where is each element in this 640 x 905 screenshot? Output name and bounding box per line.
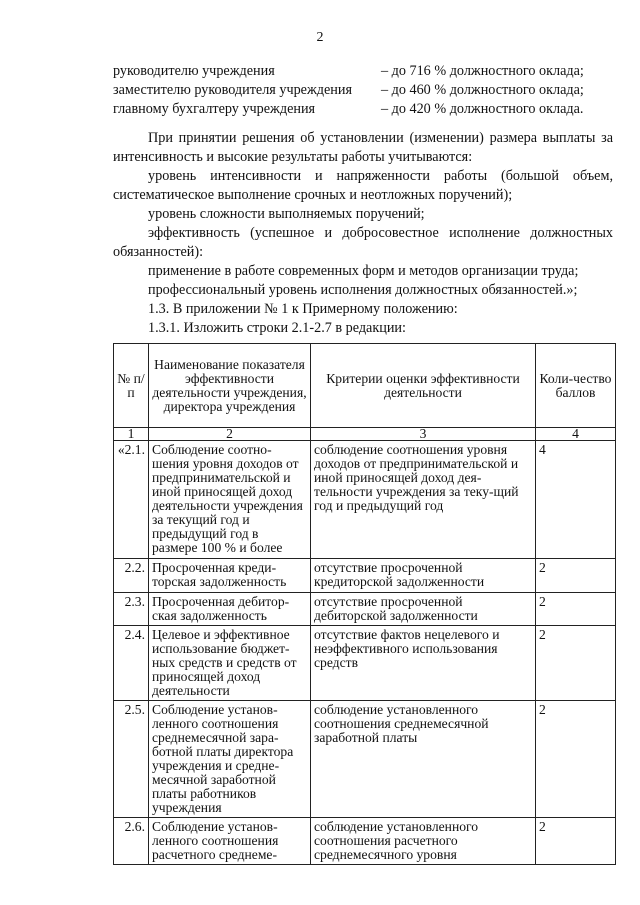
salary-limit-amount: – до 460 % должностного оклада; (381, 82, 584, 98)
row-number: 2.4. (114, 626, 149, 701)
row-points: 2 (536, 593, 616, 626)
paragraph-amend-rows: 1.3.1. Изложить строки 2.1-2.7 в редакции: (148, 320, 406, 336)
row-points: 2 (536, 559, 616, 593)
row-indicator: Соблюдение установ-ленного соотношения среднемесячной зара-ботной платы директора учреждения и средне-месячной заработной платы работников учреждения (149, 701, 311, 818)
row-indicator: Соблюдение соотно-шения уровня доходов от предпринимательской и иной приносящей доход деятельности учреждения за текущий год и предыдущий год в размере 100 % и более (149, 441, 311, 559)
row-number: 2.5. (114, 701, 149, 818)
paragraph-professional-level: профессиональный уровень исполнения должностных обязанностей.»; (148, 282, 578, 298)
table-column-numbers (114, 428, 616, 441)
salary-limit-amount: – до 716 % должностного оклада; (381, 63, 584, 79)
paragraph-decision: При принятии решения об установлении (изменении) размера выплаты за интенсивность и высокие результаты работы учитываются: (113, 130, 613, 165)
column-number: 1 (114, 428, 149, 441)
row-number: «2.1. (114, 441, 149, 559)
header-points: Коли-чество баллов (536, 344, 616, 428)
row-indicator: Целевое и эффективное использование бюджет-ных средств и средств от приносящей доход деятельности (149, 626, 311, 701)
paragraph-efficiency: эффективность (успешное и добросовестное исполнение должностных обязанностей): (113, 225, 613, 260)
row-points: 2 (536, 626, 616, 701)
table-row (114, 818, 616, 865)
table-row (114, 559, 616, 593)
row-criteria: соблюдение установленного соотношения среднемесячной заработной платы (311, 701, 536, 818)
salary-limit-position: главному бухгалтеру учреждения (113, 101, 316, 117)
page-number: 2 (316, 30, 324, 45)
row-number: 2.3. (114, 593, 149, 626)
table-row (114, 701, 616, 818)
salary-limit-position: руководителю учреждения (113, 63, 275, 79)
row-number: 2.6. (114, 818, 149, 865)
row-points: 4 (536, 441, 616, 559)
table-row (114, 626, 616, 701)
paragraph-appendix: 1.3. В приложении № 1 к Примерному положению: (148, 301, 458, 317)
criteria-table (113, 343, 616, 865)
header-num: № п/п (114, 344, 149, 428)
paragraph-intensity: уровень интенсивности и напряженности работы (большой объем, систематическое выполнение срочных и неотложных поручений); (113, 168, 613, 203)
row-points: 2 (536, 818, 616, 865)
table-header-row (114, 344, 616, 428)
paragraph-modern-methods: применение в работе современных форм и методов организации труда; (148, 263, 579, 279)
column-number: 2 (149, 428, 311, 441)
header-indicator: Наименование показателя эффективности деятельности учреждения, директора учреждения (149, 344, 311, 428)
header-criteria: Критерии оценки эффективности деятельности (311, 344, 536, 428)
salary-limit-amount: – до 420 % должностного оклада. (381, 101, 584, 117)
row-indicator: Соблюдение установ-ленного соотношения расчетного среднеме- (149, 818, 311, 865)
column-number: 4 (536, 428, 616, 441)
row-number: 2.2. (114, 559, 149, 593)
row-criteria: отсутствие просроченной дебиторской задолженности (311, 593, 536, 626)
column-number: 3 (311, 428, 536, 441)
table-row (114, 441, 616, 559)
row-points: 2 (536, 701, 616, 818)
row-indicator: Просроченная креди-торская задолженность (149, 559, 311, 593)
row-criteria: соблюдение установленного соотношения расчетного среднемесячного уровня (311, 818, 536, 865)
row-criteria: отсутствие фактов нецелевого и неэффективного использования средств (311, 626, 536, 701)
row-indicator: Просроченная дебитор-ская задолженность (149, 593, 311, 626)
row-criteria: отсутствие просроченной кредиторской задолженности (311, 559, 536, 593)
salary-limit-position: заместителю руководителя учреждения (113, 82, 353, 98)
paragraph-complexity: уровень сложности выполняемых поручений; (148, 206, 425, 222)
table-row (114, 593, 616, 626)
row-criteria: соблюдение соотношения уровня доходов от предпринимательской и иной приносящей доход дея-тельности учреждения за теку-щий год и предыдущий год (311, 441, 536, 559)
